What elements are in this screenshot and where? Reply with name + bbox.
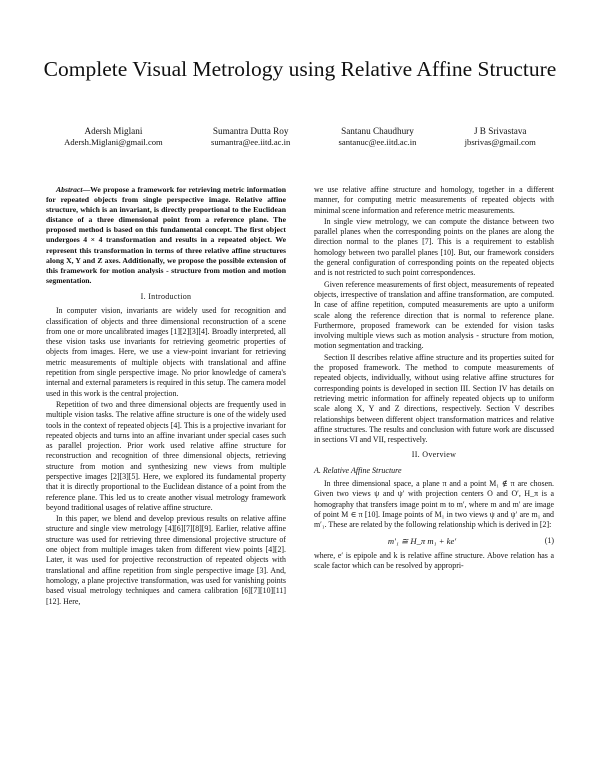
paragraph: Section II describes relative affine structure and its properties suited for the proposed framework. The method to compute measurements of repeated objects, individually, without using relative affine structures for corresponding points is developed in section III. Section IV has details on retrieving metric information for affinely repeated objects up to uniform scale along X, Y and Z directions, respectively. Section V describes relationships between different object transformation matrices and relative affine structures. The results and conclusion with future work are discussed in sections VI and VII, respectively. <box>314 352 554 445</box>
paragraph: In three dimensional space, a plane π and a point M₁ ∉ π are chosen. Given two views ψ and ψ′ with projection centers O and O′, H_π is a homography that transfers image point m to m′, where m and m′ are image of point M ∈ π [10]. Image points of M₁ in two views ψ and ψ′ are m₁ and m′₁. These are related by the following relationship which is derived in [2]: <box>314 479 554 530</box>
author-email: Adersh.Miglani@gmail.com <box>64 137 163 147</box>
abstract-label: Abstract <box>56 185 83 194</box>
author-name: Adersh Miglani <box>84 126 143 136</box>
author-1 <box>64 126 163 148</box>
section-heading-introduction: I. Introduction <box>140 291 192 301</box>
author-list <box>40 126 560 148</box>
equation-number: (1) <box>544 535 554 545</box>
paragraph: Repetition of two and three dimensional objects are frequently used in multiple vision tasks. The relative affine structure is one of the widely used tools in the context of repeated objects [4]. This is a projective invariant for repeated objects and turns into an affine invariant under special cases such as parallel projection. Prior work used relative affine structure for reconstruction and recognition of three dimensional objects, retrieving structure from motion and synthesizing new views from multiple perspective images [2][3][5]. Here, we explored its fundamental property that it is directly proportional to the Euclidean distance of a point from the reference plane. This led us to create another visual metrology framework beyond traditional usages of relative affine structure. <box>46 399 286 512</box>
paragraph: In single view metrology, we can compute the distance between two parallel planes when the corresponding points on the planes are along the direction normal to the planes [7]. This is a requirement to establish homology between two parallel planes [10]. But, our framework considers the general configuration of corresponding points on the repeated objects and is not restricted to such point correspondences. <box>314 216 554 278</box>
author-3 <box>339 126 417 148</box>
left-column <box>46 185 286 608</box>
author-2 <box>211 126 290 148</box>
equation-expression: m′₁ ≅ H_π m₁ + ke′ <box>387 535 457 546</box>
paper-title: Complete Visual Metrology using Relative Affine Structure <box>43 57 557 81</box>
author-name: Santanu Chaudhury <box>341 126 414 136</box>
abstract-text: —We propose a framework for retrieving metric information for repeated objects from single perspective image. Relative affine structure, which is an invariant, is directly proportional to the Euclidean distance of a three dimensional point from a reference plane. The proposed method is based on this fundamental concept. The first object undergoes 4 × 4 transformation and results in a repeated object. We represent this transformation in terms of three relative affine structures along X, Y and Z axes. Additionally, we propose the possible extension of this framework for motion analysis - structure from motion and motion segmentation. <box>46 185 286 285</box>
paragraph: In this paper, we blend and develop previous results on relative affine structure and single view metrology [4][6][7][8][9]. Earlier, relative affine structure was used for retrieving three dimensional projective structure of one object from multiple images taken from different view points [4][2]. Later, it was used for projective reconstruction of repeated objects with translational and affine repetition from single perspective image [3]. And, homology, a plane projective transformation, was used for vanishing points based visual metrology techniques and camera calibration [6][7][10][11][12]. Here, <box>46 514 286 606</box>
right-column <box>314 185 554 572</box>
author-name: J B Srivastava <box>473 126 527 136</box>
equation-1 <box>314 536 554 546</box>
paragraph: In computer vision, invariants are widely used for recognition and classification of objects and three dimensional reconstruction of a scene from one or more uncalibrated images [1][2][3][4]. Broadly interpreted, all these vision tasks use invariants for retrieving geometric properties of objects from images. Here, we use a view-point invariant for retrieving metric measurements of multiple objects with translational and affine repetition from single perspective image. No prior knowledge of camera's internal and external parameters is required in this setup. The camera model used in this work is the central projection. <box>46 306 286 398</box>
author-name: Sumantra Dutta Roy <box>212 126 289 136</box>
paragraph: where, e′ is epipole and k is relative affine structure. Above relation has a scale factor which can be resolved by appropri- <box>314 550 554 571</box>
author-email: jbsrivas@gmail.com <box>464 137 536 147</box>
subsection-heading: A. Relative Affine Structure <box>314 465 402 475</box>
author-email: santanuc@ee.iitd.ac.in <box>338 137 417 147</box>
paragraph: Given reference measurements of first object, measurements of repeated objects, irrespective of translation and affine transformation, are computed. In case of affine repetition, computed measurements are upto a uniform scale along the reference direction that is normal to reference plane. Furthermore, proposed framework can be extended for vision tasks involving multiple views such as motion analysis - structure from motion, motion segmentation and tracking. <box>314 279 554 351</box>
abstract <box>46 185 286 286</box>
author-email: sumantra@ee.iitd.ac.in <box>211 137 291 147</box>
author-4 <box>465 126 536 148</box>
section-heading-overview: II. Overview <box>411 450 457 460</box>
paragraph: we use relative affine structure and homology, together in a different manner, for computing metric measurements of repeated objects with minimal scene information and reference metric measurements. <box>314 185 554 215</box>
